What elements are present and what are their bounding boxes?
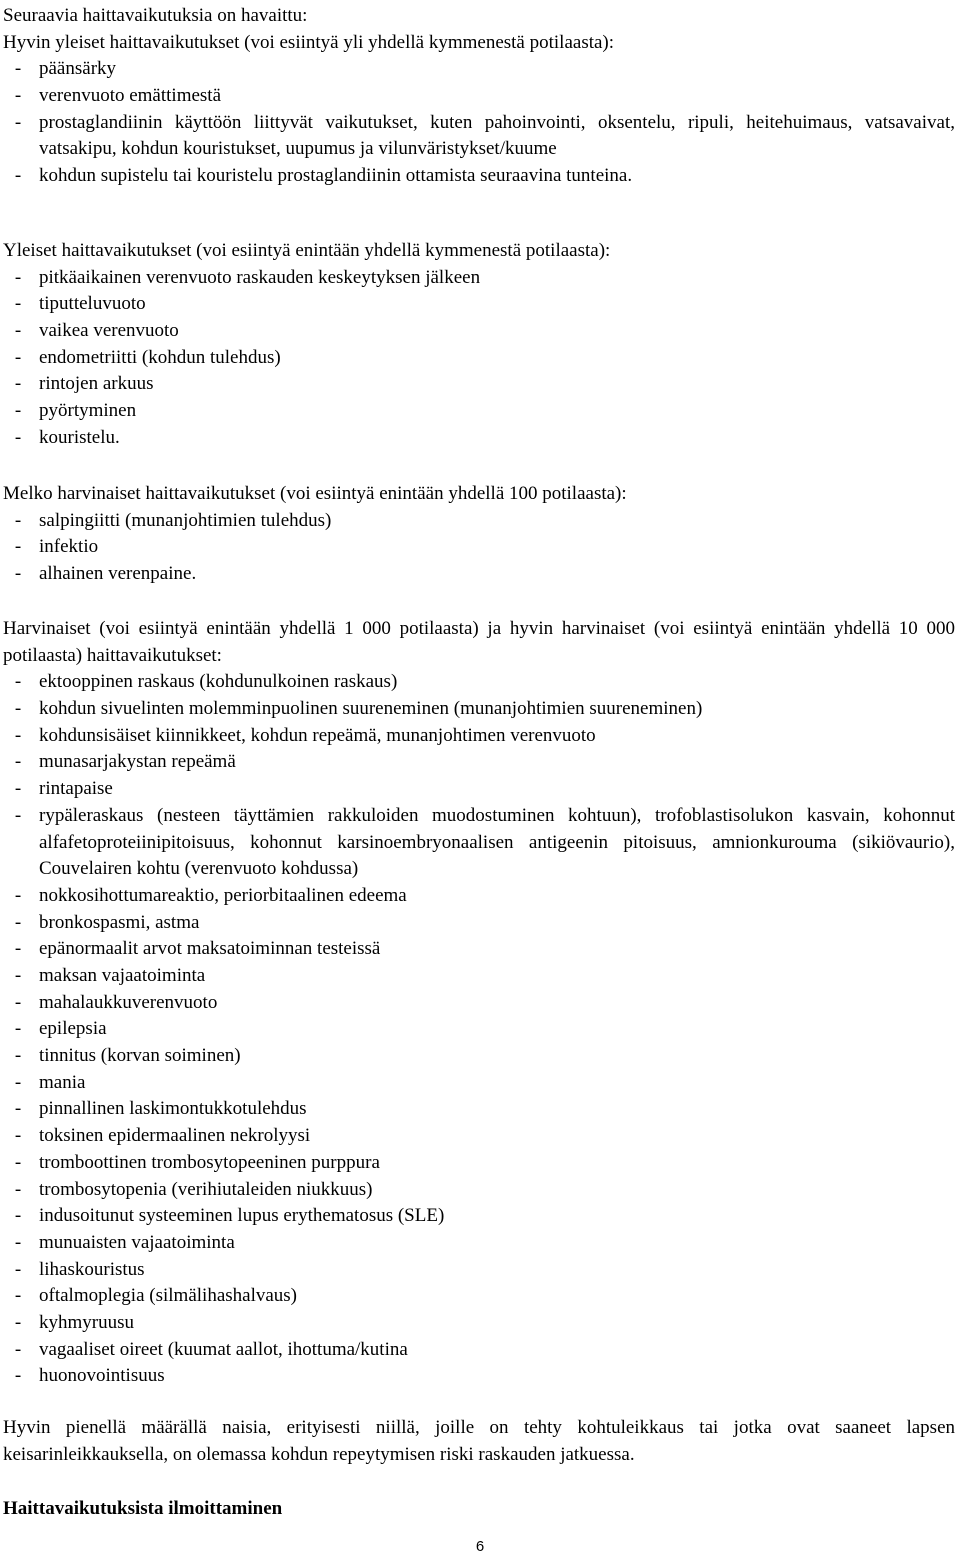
list-item: - kohdun sivuelinten molemminpuolinen suureneminen (munanjohtimien suureneminen) — [14, 698, 703, 720]
section-uncommon — [3, 481, 955, 588]
list-item: - vaikea verenvuoto — [14, 320, 179, 342]
closing-paragraph: Hyvin pienellä määrällä naisia, erityisesti niillä, joille on tehty kohtuleikkaus tai jotka ovat saaneet lapsen keisarinleikkauksella, on olemassa kohdun repeytymisen riski raskauden jatkuessa. — [3, 1417, 955, 1465]
list-item: - kohdun supistelu tai kouristelu prostaglandiinin ottamista seuraavina tunteina. — [14, 165, 633, 187]
section-heading: Hyvin yleiset haittavaikutukset (voi esiintyä yli yhdellä kymmenestä potilaasta): — [3, 31, 615, 53]
list-item: - epänormaalit arvot maksatoiminnan testeissä — [14, 938, 381, 960]
section-common — [3, 238, 955, 452]
list-item: - pyörtyminen — [14, 400, 137, 422]
list-item: - tiputteluvuoto — [14, 293, 146, 315]
list-item: - trombosytopenia (verihiutaleiden niukkuus) — [14, 1178, 373, 1200]
list-item: - rypäleraskaus (nesteen täyttämien rakkuloiden muodostuminen kohtuun), trofoblastisolukon kasvain, kohonnut alfafetoproteiinipitoisuus, kohonnut karsinoembryonaalisen antigeenin pitoisuus, amnionkurouma (sikiövaurio), Couvelairen kohtu (verenvuoto kohdussa) — [14, 804, 955, 880]
section-heading: Yleiset haittavaikutukset (voi esiintyä enintään yhdellä kymmenestä potilaasta): — [3, 240, 611, 261]
list-item: - huonovointisuus — [14, 1365, 165, 1387]
list-item: - kouristelu. — [14, 426, 120, 448]
list-item: - alhainen verenpaine. — [14, 563, 197, 585]
list-item: - pinnallinen laskimontukkotulehdus — [14, 1098, 307, 1120]
list-item: - rintojen arkuus — [14, 373, 154, 395]
reporting-heading: Haittavaikutuksista ilmoittaminen — [3, 1498, 283, 1519]
list-item: - tromboottinen trombosytopeeninen purppura — [14, 1151, 380, 1173]
section-heading: Melko harvinaiset haittavaikutukset (voi esiintyä enintään yhdellä 100 potilaasta): — [3, 483, 627, 504]
list-item: - munasarjakystan repeämä — [14, 751, 236, 773]
section-very-common — [3, 3, 955, 190]
list-item: - tinnitus (korvan soiminen) — [14, 1045, 241, 1067]
intro-text: Seuraavia haittavaikutuksia on havaittu: — [3, 5, 308, 26]
list-item: - indusoitunut systeeminen lupus erythematosus (SLE) — [14, 1205, 445, 1227]
list-item: - ektooppinen raskaus (kohdunulkoinen raskaus) — [14, 671, 398, 693]
list-item: - kyhmyruusu — [14, 1311, 134, 1333]
list-item: - lihaskouristus — [14, 1258, 145, 1280]
list-item: - kohdunsisäiset kiinnikkeet, kohdun repeämä, munanjohtimen verenvuoto — [14, 724, 596, 746]
list-item: - toksinen epidermaalinen nekrolyysi — [14, 1125, 311, 1147]
section-rare — [3, 616, 955, 1390]
list-item: - pitkäaikainen verenvuoto raskauden keskeytyksen jälkeen — [14, 266, 481, 288]
list-item: - vagaaliset oireet (kuumat aallot, ihottuma/kutina — [14, 1338, 408, 1360]
list-item: - mania — [14, 1071, 86, 1093]
list-item: - salpingiitti (munanjohtimien tulehdus) — [14, 509, 332, 531]
list-item: - nokkosihottumareaktio, periorbitaalinen edeema — [14, 884, 407, 906]
list-item: - bronkospasmi, astma — [14, 911, 200, 933]
list-item: - oftalmoplegia (silmälihashalvaus) — [14, 1285, 298, 1307]
page-number: 6 — [475, 1538, 485, 1555]
list-item: - prostaglandiinin käyttöön liittyvät vaikutukset, kuten pahoinvointi, oksentelu, ripuli, heitehuimaus, vatsavaivat, vatsakipu, kohdun kouristukset, uupumus ja vilunväristykset/kuume — [14, 111, 955, 160]
list-item: - endometriitti (kohdun tulehdus) — [14, 346, 281, 368]
list-item: - munuaisten vajaatoiminta — [14, 1231, 235, 1253]
list-item: - päänsärky — [14, 58, 117, 80]
list-item: - infektio — [14, 536, 99, 558]
section-heading: Harvinaiset (voi esiintyä enintään yhdellä 1 000 potilaasta) ja hyvin harvinaiset (voi esiintyä enintään yhdellä 10 000 potilaasta) haittavaikutukset: — [3, 618, 955, 666]
list-item: - maksan vajaatoiminta — [14, 965, 206, 987]
list-item: - verenvuoto emättimestä — [14, 85, 222, 107]
list-item: - mahalaukkuverenvuoto — [14, 991, 218, 1013]
list-item: - epilepsia — [14, 1018, 107, 1040]
list-item: - rintapaise — [14, 778, 113, 800]
